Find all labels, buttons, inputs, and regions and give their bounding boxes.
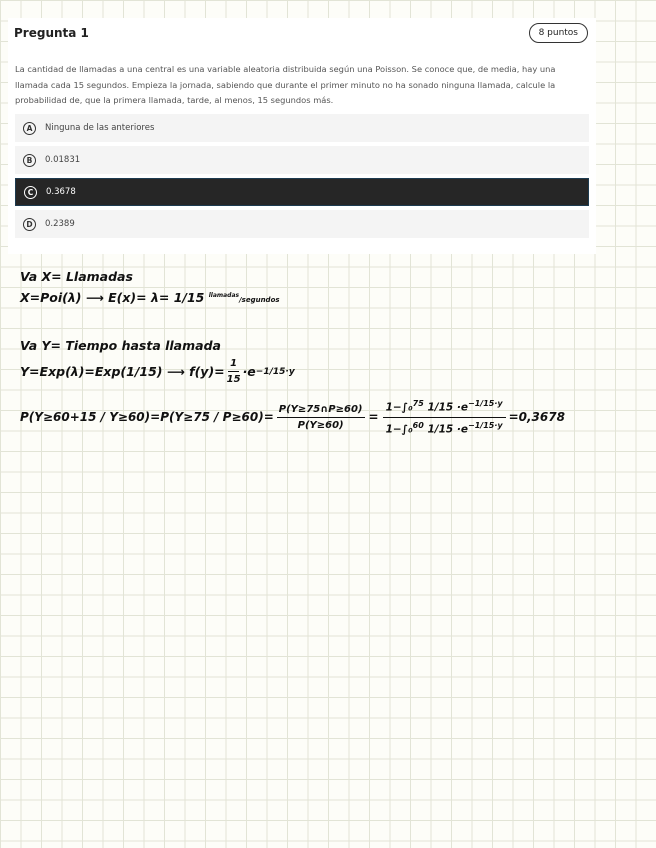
- formula-fraction-2: [383, 396, 506, 438]
- integrand-exponent: −1/15·y: [468, 399, 503, 408]
- note-exponential-main: Y=Exp(λ)=Exp(1/15) ⟶ f(y)=: [20, 364, 225, 379]
- exp-power: −1/15·y: [255, 366, 295, 377]
- fraction-denominator: 15: [226, 374, 241, 385]
- option-label: 0.3678: [46, 187, 76, 197]
- option-letter-a: A: [23, 122, 36, 135]
- integral-upper: 75: [412, 399, 424, 408]
- formula-result: =0,3678: [508, 410, 565, 424]
- fraction-numerator: 1: [228, 358, 239, 372]
- integral-upper: 60: [412, 420, 424, 430]
- option-a[interactable]: [15, 114, 589, 142]
- integral-lower: 1−∫₀: [385, 401, 413, 414]
- question-card: [8, 18, 596, 254]
- integral-lower: 1−∫₀: [385, 423, 413, 435]
- option-letter-d: D: [23, 218, 36, 231]
- option-b[interactable]: [15, 146, 589, 174]
- points-badge: 8 puntos: [529, 23, 588, 43]
- formula-lhs: P(Y≥60+15 / Y≥60)=P(Y≥75 / P≥60)=: [20, 410, 274, 424]
- note-exponential-fraction: [227, 358, 241, 385]
- note-exponential: [20, 358, 295, 385]
- option-letter-b: B: [23, 154, 36, 167]
- note-variable-y: Va Y= Tiempo hasta llamada: [20, 338, 221, 353]
- option-label: 0.2389: [45, 219, 75, 229]
- probability-formula: P(Y≥60+15 / Y≥60)=P(Y≥75 / P≥60)= $\frac{P(Y\ge 75\cap P\ge 60)}{P(Y\ge 60)}$ = $\frac{1-\int_0^{75} 1/15 \cdot e^{-1/15\cdot y}}{1-\int_0^{60} 1/15 \cdot e^{-1/15\cdot y}}$ =0,3678: [20, 382, 565, 452]
- integrand: 1/15 ·e: [423, 401, 468, 414]
- option-d[interactable]: [15, 210, 589, 238]
- question-text: La cantidad de llamadas a una central es una variable aleatoria distribuida según una Poisson. Se conoce que, de media, hay una llamada cada 15 segundos. Empieza la jornada, sabiendo que durante el primer minuto no ha sonado ninguna llamada, calcule la probabilidad de, que la primera llamada, tarde, al menos, 15 segundos más.: [15, 64, 556, 105]
- formula-fraction-1: [277, 404, 365, 431]
- option-label: Ninguna de las anteriores: [45, 123, 155, 133]
- formula-fraction-2-denominator: [383, 418, 506, 439]
- integrand-exponent: −1/15·y: [468, 420, 503, 430]
- integrand: 1/15 ·e: [423, 423, 468, 435]
- note-poisson-main: X=Poi(λ) ⟶ E(x)= λ= 1/15: [20, 290, 205, 305]
- exp-base: ·e: [242, 364, 256, 379]
- note-variable-x: Va X= Llamadas: [20, 269, 133, 284]
- formula-fraction-1-denominator: P(Y≥60): [297, 419, 344, 431]
- note-poisson: [20, 290, 280, 305]
- option-label: 0.01831: [45, 155, 81, 165]
- option-c-selected[interactable]: [15, 178, 589, 206]
- note-poisson-unit-top: llamadas: [208, 291, 240, 299]
- formula-fraction-2-numerator: [383, 396, 506, 418]
- option-letter-c: C: [24, 186, 37, 199]
- question-title: Pregunta 1: [14, 26, 89, 40]
- formula-fraction-1-numerator: P(Y≥75∩P≥60): [277, 404, 365, 418]
- note-poisson-unit-bottom: /segundos: [239, 296, 280, 304]
